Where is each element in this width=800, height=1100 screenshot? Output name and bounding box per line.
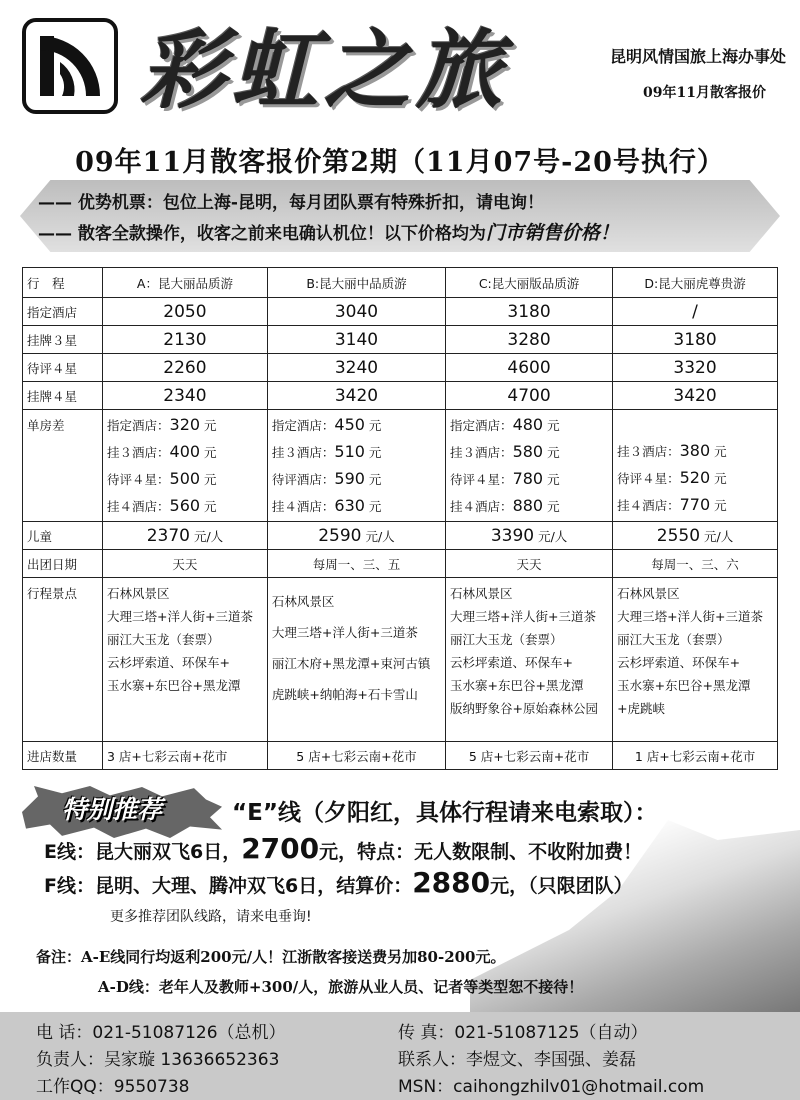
- scenic-item: 玉水寨+东巴谷+黑龙潭: [450, 678, 584, 693]
- surcharge-unit: 元: [204, 444, 217, 460]
- surcharge-label: 待评４星：: [450, 471, 513, 487]
- header-cell: A：昆大丽品质游: [103, 268, 268, 298]
- price-cell: /: [613, 298, 778, 326]
- surcharge-unit: 元: [547, 444, 560, 460]
- scenic-item: 石林风景区: [271, 594, 335, 609]
- single-room-cell: [613, 410, 778, 522]
- header-cell: C:昆大丽版品质游: [446, 268, 613, 298]
- surcharge-line: [450, 439, 608, 466]
- manager-contact: 负责人：吴家璇 13636652363: [36, 1050, 280, 1070]
- surcharge-line: [272, 439, 441, 466]
- scenic-item: 丽江大玉龙（套票）: [450, 632, 563, 647]
- child-price-cell: [446, 522, 613, 550]
- single-room-row: [23, 410, 778, 522]
- surcharge-line: [617, 492, 773, 519]
- scenic-item: 丽江木府+黑龙潭+束河古镇: [271, 656, 431, 671]
- surcharge-amount: 560: [169, 495, 201, 515]
- single-room-cell: [267, 410, 445, 522]
- banner-line-1: —— 优势机票：包位上海-昆明，每月团队票有特殊折扣，请电询！: [38, 193, 544, 213]
- surcharge-amount: 510: [334, 441, 365, 461]
- price-cell: 3140: [267, 326, 445, 354]
- row-label: 儿童: [23, 522, 103, 550]
- signal-logo-icon: [26, 22, 114, 110]
- remark-1: 备注：A-E线同行均返利200元/人！江浙散客接送费另加80-200元。: [36, 948, 506, 966]
- departure-cell: 天天: [446, 550, 613, 578]
- scenic-item: 丽江大玉龙（套票）: [617, 632, 730, 647]
- child-price: 2590: [318, 525, 362, 546]
- scenic-cell: [103, 578, 268, 742]
- surcharge-label: 指定酒店：: [450, 417, 513, 433]
- surcharge-unit: 元: [368, 471, 382, 487]
- banner-highlight: 门市销售价格！: [485, 222, 619, 244]
- row-label: 单房差: [23, 410, 103, 522]
- child-unit: 元/人: [704, 528, 734, 544]
- header-subtitle: 09年11月散客报价: [643, 85, 766, 101]
- price-cell: 3180: [613, 326, 778, 354]
- e-line-offer: [44, 832, 642, 865]
- surcharge-unit: 元: [547, 417, 560, 433]
- more-routes-note: 更多推荐团队线路，请来电垂询!: [110, 909, 312, 925]
- surcharge-label: 待评酒店：: [271, 471, 335, 487]
- scenic-item: 云杉坪索道、环保车+: [450, 655, 574, 670]
- price-cell: 4600: [446, 354, 613, 382]
- price-cell: 3180: [446, 298, 613, 326]
- f-line-note: 元，（只限团队）: [490, 875, 633, 897]
- surcharge-label: 挂３酒店：: [617, 444, 680, 459]
- departure-cell: 天天: [103, 550, 268, 578]
- price-cell: 3420: [613, 382, 778, 410]
- scenic-item: 石林风景区: [450, 586, 513, 601]
- surcharge-amount: 400: [169, 441, 201, 461]
- surcharge-amount: 630: [334, 495, 365, 515]
- header-cell: B:昆大丽中品质游: [267, 268, 445, 298]
- departure-cell: 每周一、三、六: [613, 550, 778, 578]
- child-price: 3390: [490, 525, 535, 546]
- e-line-text: E线：昆大丽双飞6日，: [44, 841, 242, 863]
- surcharge-label: 挂４酒店：: [617, 498, 680, 513]
- qq-contact: 工作QQ：9550738: [36, 1077, 190, 1097]
- f-line-price: 2880: [412, 866, 491, 899]
- surcharge-amount: 320: [169, 414, 201, 434]
- departure-row: [23, 550, 778, 578]
- surcharge-label: 待评４星：: [107, 471, 170, 487]
- e-line-features: 元，特点：无人数限制、不收附加费！: [319, 841, 643, 863]
- surcharge-line: [107, 439, 263, 466]
- scenic-row: [23, 578, 778, 742]
- price-cell: 3420: [267, 382, 445, 410]
- child-unit: 元/人: [193, 528, 224, 544]
- f-line-offer: [44, 866, 633, 899]
- surcharge-line: [107, 493, 263, 520]
- price-cell: 4700: [446, 382, 613, 410]
- scenic-item: 玉水寨+东巴谷+黑龙潭: [107, 678, 241, 693]
- scenic-item: 大理三塔+洋人街+三道茶: [450, 609, 596, 624]
- child-unit: 元/人: [365, 528, 395, 544]
- surcharge-label: 指定酒店：: [107, 417, 170, 433]
- special-section: [0, 780, 800, 1020]
- child-price: 2370: [146, 525, 190, 546]
- price-cell: 2260: [103, 354, 268, 382]
- header-cell: 行 程: [23, 268, 103, 298]
- surcharge-amount: 500: [169, 468, 201, 488]
- departure-cell: 每周一、三、五: [267, 550, 445, 578]
- price-cell: 2130: [103, 326, 268, 354]
- surcharge-amount: 520: [679, 468, 711, 487]
- surcharge-line: [450, 493, 608, 520]
- child-price-cell: [267, 522, 445, 550]
- row-label: 出团日期: [23, 550, 103, 578]
- surcharge-unit: 元: [368, 444, 382, 460]
- price-cell: 3320: [613, 354, 778, 382]
- shops-row: [23, 742, 778, 770]
- surcharge-line: [450, 412, 608, 439]
- surcharge-line: [450, 466, 608, 493]
- scenic-item: 虎跳峡+纳帕海+石卡雪山: [271, 687, 418, 702]
- child-price-cell: [613, 522, 778, 550]
- scenic-item: 玉水寨+东巴谷+黑龙潭: [617, 678, 751, 693]
- surcharge-label: 指定酒店：: [271, 417, 335, 433]
- table-row: [23, 326, 778, 354]
- e-line-price: 2700: [241, 832, 320, 865]
- surcharge-amount: 450: [334, 414, 365, 434]
- surcharge-label: 挂３酒店：: [450, 444, 513, 460]
- shops-cell: 5 店+七彩云南+花市: [446, 742, 613, 770]
- row-label: 挂牌４星: [23, 382, 103, 410]
- surcharge-unit: 元: [368, 417, 382, 433]
- surcharge-unit: 元: [547, 498, 560, 514]
- scenic-cell: [267, 578, 445, 742]
- scenic-item: 版纳野象谷+原始森林公园: [450, 701, 599, 716]
- remark-2: A-D线：老年人及教师+300/人，旅游从业人员、记者等类型恕不接待！: [98, 978, 584, 996]
- surcharge-line: [272, 493, 441, 520]
- surcharge-line: [617, 412, 773, 438]
- surcharge-unit: 元: [204, 417, 217, 433]
- table-row: [23, 298, 778, 326]
- surcharge-unit: 元: [714, 444, 727, 459]
- surcharge-unit: 元: [368, 498, 382, 514]
- scenic-item: 云杉坪索道、环保车+: [617, 655, 741, 670]
- table-row: [23, 382, 778, 410]
- price-cell: 3240: [267, 354, 445, 382]
- office-name: 昆明风情国旅上海办事处: [609, 47, 786, 66]
- surcharge-amount: 770: [679, 495, 711, 514]
- contact-persons: 联系人：李煜文、李国强、姜磊: [398, 1050, 636, 1070]
- header-cell: D:昆大丽虎尊贵游: [613, 268, 778, 298]
- surcharge-unit: 元: [204, 471, 217, 487]
- price-table: [22, 267, 778, 770]
- scenic-item: 石林风景区: [107, 586, 170, 601]
- surcharge-label: 挂３酒店：: [107, 444, 170, 460]
- logo: [22, 18, 118, 114]
- e-line-title: “E”线（夕阳红，具体行程请来电索取）：: [232, 800, 658, 826]
- row-label: 挂牌３星: [23, 326, 103, 354]
- scenic-item: 丽江大玉龙（套票）: [107, 632, 220, 647]
- scenic-item: +虎跳峡: [617, 701, 666, 716]
- surcharge-line: [107, 412, 263, 439]
- shops-cell: 3 店+七彩云南+花市: [103, 742, 268, 770]
- surcharge-line: [272, 466, 441, 493]
- surcharge-unit: 元: [714, 498, 727, 513]
- single-room-cell: [446, 410, 613, 522]
- header: [0, 0, 800, 140]
- banner-line-2: [38, 218, 619, 245]
- scenic-item: 石林风景区: [617, 586, 680, 601]
- shops-cell: 5 店+七彩云南+花市: [267, 742, 445, 770]
- row-label: 进店数量: [23, 742, 103, 770]
- scenic-item: 云杉坪索道、环保车+: [107, 655, 230, 670]
- child-row: [23, 522, 778, 550]
- single-room-cell: [103, 410, 268, 522]
- surcharge-amount: 380: [679, 441, 711, 460]
- surcharge-unit: 元: [714, 471, 727, 486]
- surcharge-unit: 元: [204, 498, 217, 514]
- scenic-item: 大理三塔+洋人街+三道茶: [107, 609, 253, 624]
- row-label: 待评４星: [23, 354, 103, 382]
- surcharge-amount: 780: [512, 468, 544, 488]
- surcharge-label: 挂３酒店：: [271, 444, 335, 460]
- surcharge-amount: 880: [512, 495, 544, 515]
- child-price-cell: [103, 522, 268, 550]
- contact-footer: [0, 1012, 800, 1100]
- child-price: 2550: [656, 525, 701, 546]
- surcharge-line: [272, 412, 441, 439]
- surcharge-line: [617, 465, 773, 492]
- surcharge-amount: 590: [334, 468, 365, 488]
- price-cell: 2340: [103, 382, 268, 410]
- scenic-item: 大理三塔+洋人街+三道茶: [271, 625, 418, 640]
- surcharge-label: 待评４星：: [617, 471, 680, 486]
- child-unit: 元/人: [538, 528, 568, 544]
- surcharge-amount: 580: [512, 441, 544, 461]
- scenic-cell: [446, 578, 613, 742]
- surcharge-line: [107, 466, 263, 493]
- shops-cell: 1 店+七彩云南+花市: [613, 742, 778, 770]
- surcharge-label: 挂４酒店：: [107, 498, 170, 514]
- banner-line-2-text: —— 散客全款操作，收客之前来电确认机位！以下价格均为: [38, 224, 486, 244]
- table-row: [23, 354, 778, 382]
- price-cell: 3040: [267, 298, 445, 326]
- price-cell: 2050: [103, 298, 268, 326]
- badge-text: 特别推荐: [62, 795, 163, 824]
- surcharge-line: [617, 438, 773, 465]
- phone-number: 电 话：021-51087126（总机）: [36, 1023, 286, 1043]
- scenic-item: 大理三塔+洋人街+三道茶: [617, 609, 764, 624]
- brand-name: 彩虹之旅: [140, 20, 508, 121]
- page-title: 09年11月散客报价第2期（11月07号-20号执行）: [75, 147, 725, 178]
- surcharge-unit: 元: [547, 471, 560, 487]
- scenic-cell: [613, 578, 778, 742]
- row-label: 指定酒店: [23, 298, 103, 326]
- table-header-row: [23, 268, 778, 298]
- surcharge-amount: 480: [512, 414, 544, 434]
- price-cell: 3280: [446, 326, 613, 354]
- surcharge-label: 挂４酒店：: [271, 498, 335, 514]
- surcharge-label: 挂４酒店：: [450, 498, 513, 514]
- msn-contact: MSN：caihongzhilv01@hotmail.com: [398, 1077, 705, 1097]
- f-line-text: F线：昆明、大理、腾冲双飞6日，结算价：: [44, 875, 413, 897]
- fax-number: 传 真：021-51087125（自动）: [398, 1023, 648, 1043]
- row-label: 行程景点: [23, 578, 103, 742]
